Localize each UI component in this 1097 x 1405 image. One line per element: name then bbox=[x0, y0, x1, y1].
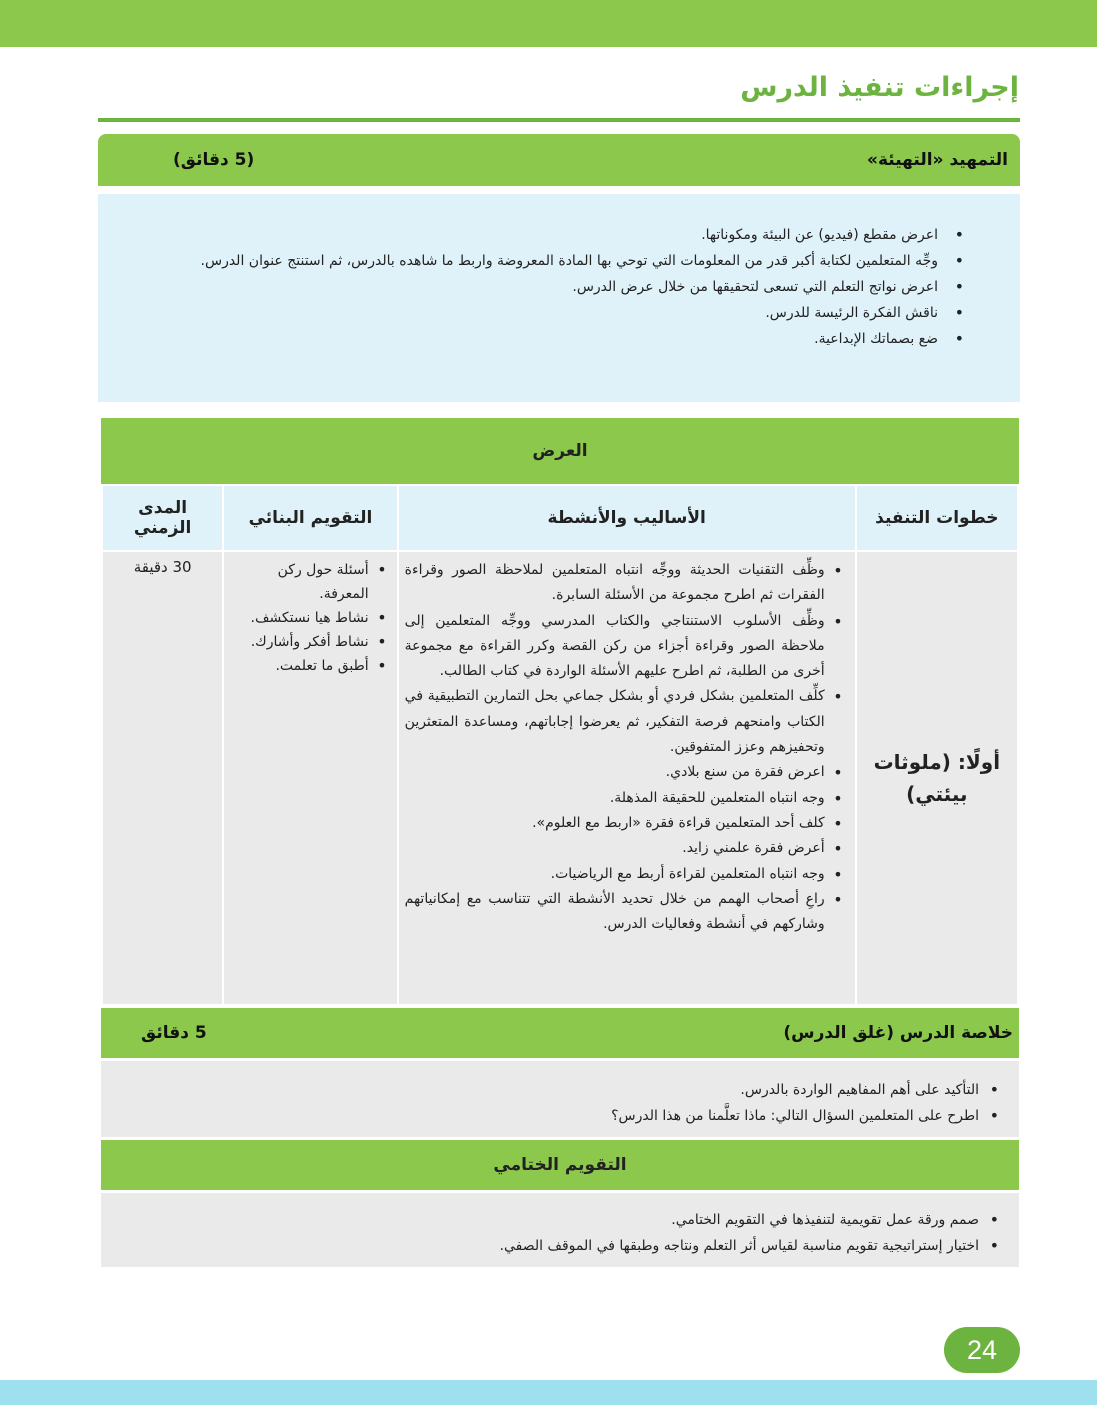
list-item: • وجِّه المتعلمين لكتابة أكبر قدر من المعلومات التي توحي بها المادة المعروضة واربط ما شاهده بالدرس، ثم استنتج عنوان الدرس. bbox=[110, 248, 990, 274]
list-item: • ناقش الفكرة الرئيسة للدرس. bbox=[110, 300, 990, 326]
summary-list bbox=[101, 1077, 1007, 1129]
presentation-header bbox=[101, 418, 1019, 484]
presentation-title: العرض bbox=[532, 441, 588, 461]
intro-header bbox=[98, 134, 1020, 186]
final-assessment-title: التقويم الختامي bbox=[493, 1155, 627, 1175]
summary-duration: 5 دقائق bbox=[141, 1023, 207, 1043]
page-number: 24 bbox=[944, 1327, 1020, 1373]
list-item: • كلف أحد المتعلمين قراءة فقرة «اربط مع العلوم». bbox=[405, 811, 849, 836]
page-title: إجراءات تنفيذ الدرس bbox=[740, 72, 1019, 103]
duration-cell: 30 دقيقة bbox=[103, 552, 222, 1004]
list-item: • وجه انتباه المتعلمين للحقيقة المذهلة. bbox=[405, 786, 849, 811]
activities-list bbox=[405, 558, 849, 937]
top-banner bbox=[0, 0, 1097, 47]
summary-title: خلاصة الدرس (غلق الدرس) bbox=[783, 1023, 1013, 1043]
final-assessment-body bbox=[101, 1193, 1019, 1267]
list-item: • اعرض نواتج التعلم التي تسعى لتحقيقها من خلال عرض الدرس. bbox=[110, 274, 990, 300]
list-item: • أسئلة حول ركن المعرفة. bbox=[230, 558, 390, 606]
list-item: • نشاط هيا نستكشف. bbox=[230, 606, 390, 630]
intro-title: التمهيد «التهيئة» bbox=[867, 150, 1008, 170]
list-item: • ضع بصماتك الإبداعية. bbox=[110, 326, 990, 352]
final-assessment-header bbox=[101, 1140, 1019, 1190]
table-header-row bbox=[103, 486, 1017, 552]
list-item: • راعِ أصحاب الهمم من خلال تحديد الأنشطة التي تتناسب مع إمكانياتهم وشاركهم في أنشطة وفعاليات الدرس. bbox=[405, 887, 849, 938]
column-header-steps: خطوات التنفيذ bbox=[857, 486, 1017, 552]
intro-list bbox=[110, 222, 990, 352]
list-item: • أعرض فقرة علمني زايد. bbox=[405, 836, 849, 861]
summary-body bbox=[101, 1061, 1019, 1137]
lesson-table bbox=[101, 486, 1019, 1004]
step-cell: أولًا: (ملوثات بيئتي) bbox=[857, 552, 1017, 1004]
summary-header bbox=[101, 1008, 1019, 1058]
list-item: • اطرح على المتعلمين السؤال التالي: ماذا تعلَّمنا من هذا الدرس؟ bbox=[101, 1103, 1007, 1129]
intro-duration: (5 دقائق) bbox=[173, 150, 255, 170]
list-item: • كلِّف المتعلمين بشكل فردي أو بشكل جماعي بحل التمارين التطبيقية في الكتاب وامنحهم فرصة التفكير، ثم يعرضوا إجاباتهم، ومساعدة المتعثرين وتحفيزهم وعزز المتفوقين. bbox=[405, 684, 849, 760]
list-item: • وظِّف الأسلوب الاستنتاجي والكتاب المدرسي ووجِّه المتعلمين إلى ملاحظة الصور وقراءة أجزاء من ركن القصة وكرر القراءة مع مجموعة أخرى من الطلبة، ثم اطرح عليهم الأسئلة الواردة في كتاب الطالب. bbox=[405, 609, 849, 685]
activities-cell bbox=[399, 552, 855, 1004]
bottom-banner bbox=[0, 1380, 1097, 1405]
list-item: • وظِّف التقنيات الحديثة ووجِّه انتباه المتعلمين لملاحظة الصور وقراءة الفقرات ثم اطرح مجموعة من الأسئلة السابرة. bbox=[405, 558, 849, 609]
list-item: • اعرض فقرة من سنع بلادي. bbox=[405, 760, 849, 785]
title-divider bbox=[98, 118, 1020, 122]
list-item: • اعرض مقطع (فيديو) عن البيئة ومكوناتها. bbox=[110, 222, 990, 248]
list-item: • التأكيد على أهم المفاهيم الواردة بالدرس. bbox=[101, 1077, 1007, 1103]
column-header-assessment: التقويم البنائي bbox=[224, 486, 396, 552]
table-row bbox=[103, 552, 1017, 1004]
final-assessment-list bbox=[101, 1207, 1007, 1259]
list-item: • نشاط أفكر وأشارك. bbox=[230, 630, 390, 654]
assessment-cell bbox=[224, 552, 396, 1004]
list-item: • وجه انتباه المتعلمين لقراءة أربط مع الرياضيات. bbox=[405, 862, 849, 887]
list-item: • صمم ورقة عمل تقويمية لتنفيذها في التقويم الختامي. bbox=[101, 1207, 1007, 1233]
list-item: • أطبق ما تعلمت. bbox=[230, 654, 390, 678]
intro-body bbox=[98, 194, 1020, 402]
column-header-activities: الأساليب والأنشطة bbox=[399, 486, 855, 552]
list-item: • اختيار إستراتيجية تقويم مناسبة لقياس أثر التعلم ونتاجه وطبقها في الموقف الصفي. bbox=[101, 1233, 1007, 1259]
assessment-list bbox=[230, 558, 390, 678]
column-header-duration: المدى الزمني bbox=[103, 486, 222, 552]
